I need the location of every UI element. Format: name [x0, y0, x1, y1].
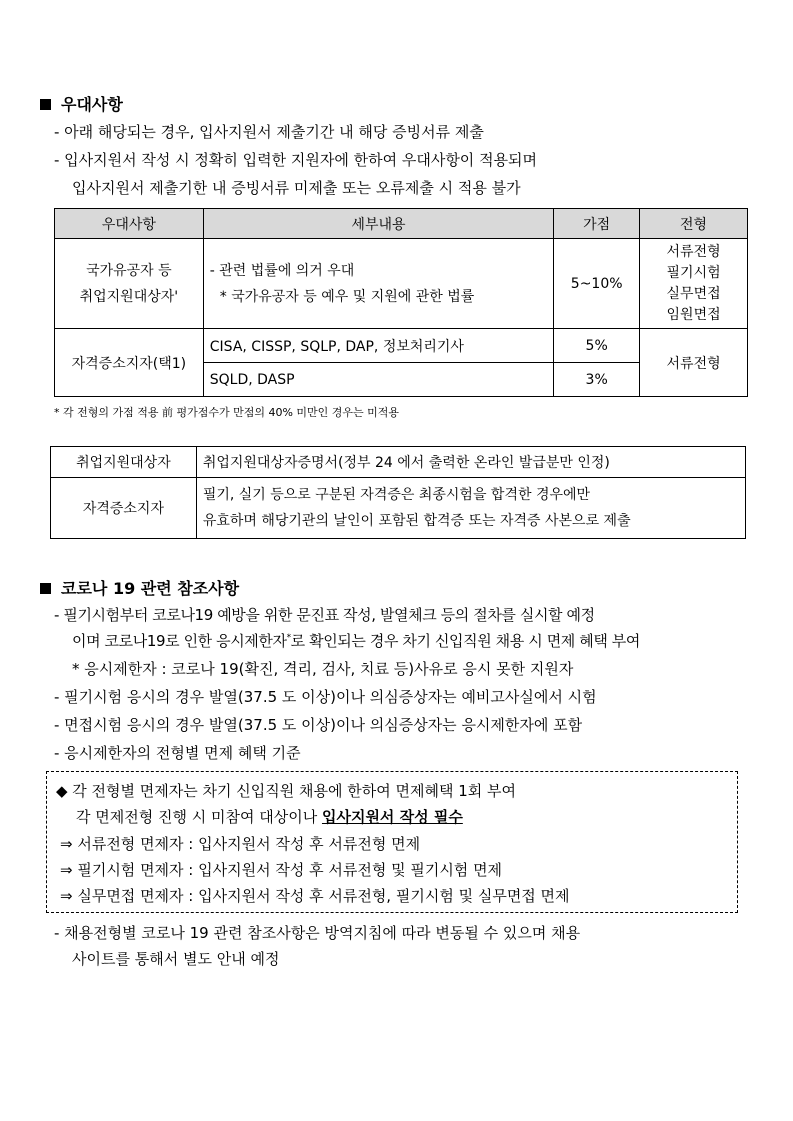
section-heading-preferences — [40, 92, 123, 115]
stage-item: 필기시험 — [666, 264, 721, 281]
table-row — [51, 478, 746, 539]
section-title: 코로나 19 관련 참조사항 — [61, 579, 240, 598]
text-span: 이며 코로나19로 인한 응시제한자 — [72, 632, 287, 650]
closing-line: 사이트를 통해서 별도 안내 예정 — [72, 950, 280, 968]
points-cell: 3% — [554, 363, 640, 397]
preference-table — [54, 208, 748, 397]
table-row — [55, 239, 748, 329]
detail-cell — [203, 239, 553, 329]
text-cell — [196, 478, 745, 539]
table-footnote: * 각 전형의 가점 적용 前 평가점수가 만점의 40% 미만인 경우는 미적용 — [54, 406, 400, 419]
bullet-line: - 입사지원서 작성 시 정확히 입력한 지원자에 한하여 우대사항이 적용되며 — [54, 151, 538, 169]
bullet-line: - 면접시험 응시의 경우 발열(37.5 도 이상)이나 의심증상자는 응시제한자에 포함 — [54, 716, 583, 734]
detail-cell: CISA, CISSP, SQLP, DAP, 정보처리기사 — [203, 329, 553, 363]
preference-name: 취업지원대상자' — [79, 288, 179, 305]
preference-name-cell: 자격증소지자(택1) — [55, 329, 204, 397]
stages-cell: 서류전형 — [640, 329, 748, 397]
text-line: 유효하며 해당기관의 날인이 포함된 합격증 또는 자격증 사본으로 제출 — [202, 513, 631, 529]
text-cell: 취업지원대상자증명서(정부 24 에서 출력한 온라인 발급분만 인정) — [196, 447, 745, 478]
bullet-line — [72, 630, 640, 651]
label-cell: 자격증소지자 — [51, 478, 197, 539]
preference-name: 국가유공자 등 — [86, 262, 172, 279]
header-cell: 세부내용 — [203, 209, 553, 239]
bullet-line: 입사지원서 제출기한 내 증빙서류 미제출 또는 오류제출 시 적용 불가 — [72, 179, 521, 197]
header-cell: 전형 — [640, 209, 748, 239]
table-row — [55, 329, 748, 363]
section-heading-covid — [40, 576, 239, 599]
label-cell: 취업지원대상자 — [51, 447, 197, 478]
stage-item: 실무면접 — [666, 285, 721, 302]
square-bullet-icon — [40, 99, 51, 110]
detail-cell: SQLD, DASP — [203, 363, 553, 397]
bullet-line: - 필기시험 응시의 경우 발열(37.5 도 이상)이나 의심증상자는 예비고사실에서 시험 — [54, 688, 597, 706]
stage-item: 서류전형 — [666, 243, 721, 260]
box-line — [76, 806, 463, 827]
text-span: 로 확인되는 경우 차기 신입직원 채용 시 면제 혜택 부여 — [290, 632, 640, 650]
text-span: 각 면제전형 진행 시 미참여 대상이나 — [76, 808, 322, 826]
bullet-line: - 응시제한자의 전형별 면제 혜택 기준 — [54, 744, 301, 762]
stages-cell — [640, 239, 748, 329]
box-item: ⇒ 필기시험 면제자 : 입사지원서 작성 후 서류전형 및 필기시험 면제 — [60, 861, 503, 879]
points-cell: 5% — [554, 329, 640, 363]
table-row — [51, 447, 746, 478]
emphasis-text: 입사지원서 작성 필수 — [321, 808, 463, 826]
footnote-marker: * — [286, 633, 291, 643]
box-item: ⇒ 서류전형 면제자 : 입사지원서 작성 후 서류전형 면제 — [60, 835, 421, 853]
stage-item: 임원면접 — [666, 306, 721, 323]
bullet-line: - 아래 해당되는 경우, 입사지원서 제출기간 내 해당 증빙서류 제출 — [54, 123, 484, 141]
closing-line: - 채용전형별 코로나 19 관련 참조사항은 방역지침에 따라 변동될 수 있으며 채용 — [54, 924, 581, 942]
text-line: 필기, 실기 등으로 구분된 자격증은 최종시험을 합격한 경우에만 — [202, 487, 591, 503]
detail-text: - 관련 법률에 의거 우대 — [209, 262, 355, 279]
section-title: 우대사항 — [61, 95, 123, 114]
footnote-line: * 응시제한자 : 코로나 19(확진, 격리, 검사, 치료 등)사유로 응시 못한 지원자 — [72, 660, 574, 678]
evidence-table — [50, 446, 746, 539]
box-line: ◆ 각 전형별 면제자는 차기 신입직원 채용에 한하여 면제혜택 1회 부여 — [56, 782, 516, 800]
detail-note: * 국가유공자 등 예우 및 지원에 관한 법률 — [219, 288, 475, 305]
table-header-row — [55, 209, 748, 239]
square-bullet-icon — [40, 583, 51, 594]
points-cell: 5~10% — [554, 239, 640, 329]
box-item: ⇒ 실무면접 면제자 : 입사지원서 작성 후 서류전형, 필기시험 및 실무면접 면제 — [60, 887, 570, 905]
header-cell: 우대사항 — [55, 209, 204, 239]
preference-name-cell — [55, 239, 204, 329]
bullet-line: - 필기시험부터 코로나19 예방을 위한 문진표 작성, 발열체크 등의 절차를 실시할 예정 — [54, 606, 595, 624]
header-cell: 가점 — [554, 209, 640, 239]
